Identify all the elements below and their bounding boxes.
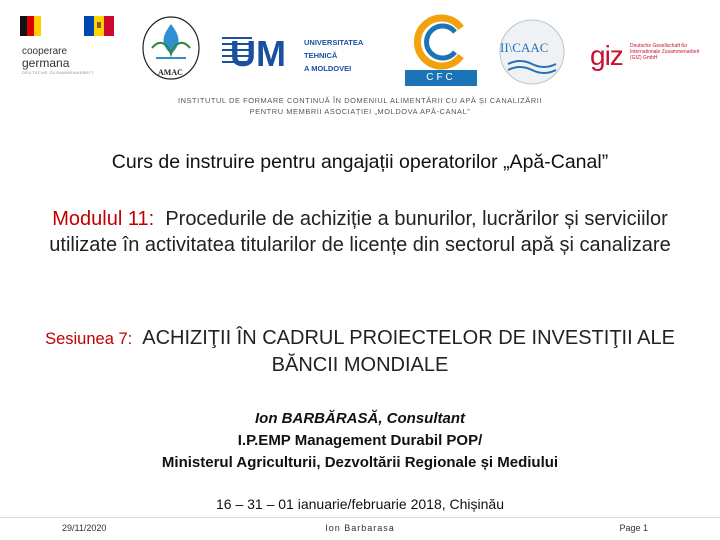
session-label: Sesiunea 7: (45, 330, 133, 348)
utm-line2: A MOLDOVEI (304, 64, 352, 73)
session-block (40, 325, 680, 378)
germana-text: germana (22, 56, 70, 70)
cfc-logo (405, 14, 477, 88)
flags-icon (14, 14, 124, 40)
footer-author: Ion Barbarasa (325, 523, 395, 533)
dates-location: 16 – 31 – 01 ianuarie/februarie 2018, Chișinău (216, 496, 504, 512)
footer-page-number: Page 1 (619, 523, 648, 533)
footer-divider (0, 517, 720, 518)
cooperare-germana-logo (14, 14, 124, 76)
institute-line2: PENTRU MEMBRII ASOCIAȚIEI „MOLDOVA APĂ-CANAL” (249, 107, 471, 116)
author-ministry: Ministerul Agriculturii, Dezvoltării Regionale și Mediului (161, 454, 559, 471)
session-title: ACHIZIŢII ÎN CADRUL PROIECTELOR DE INVESTIŢII ALE BĂNCII MONDIALE (142, 327, 675, 376)
author-block (0, 408, 720, 474)
module-block (22, 206, 698, 258)
author-org: I.P.EMP Management Durabil POP/ (237, 432, 483, 449)
institute-header (0, 95, 720, 117)
amac-logo (140, 14, 202, 80)
amac-text: AMAC (158, 68, 183, 77)
institute-line1: INSTITUTUL DE FORMARE CONTINUĂ ÎN DOMENIUL ALIMENTĂRII CU APĂ ȘI CANALIZĂRII (177, 96, 543, 105)
module-title: Procedurile de achiziție a bunurilor, lucrărilor și serviciilor utilizate în activitatea titularilor de licențe din sectorul apă și canalizare (49, 208, 671, 256)
cfc-text: CFC (405, 70, 477, 86)
author-name: Ion BARBĂRASĂ, Consultant (255, 410, 465, 427)
giz-subtext: Deutsche Gesellschaft für Internationale Zusammenarbeit (GIZ) GmbH (630, 43, 700, 61)
utm-emblem-icon (222, 30, 302, 74)
giz-text: giz (590, 40, 623, 71)
course-title: Curs de instruire pentru angajații operatorilor „Apă-Canal” (111, 151, 609, 173)
footer-date: 29/11/2020 (62, 523, 107, 533)
caac-logo (494, 18, 570, 86)
cooperare-text: cooperare (22, 46, 68, 57)
zusammenarbeit-text: DEUTSCHE ZUSAMMENARBEIT (22, 70, 94, 75)
utm-logo (222, 30, 397, 74)
caac-text: II\CAAC (500, 40, 549, 55)
utm-text (304, 36, 397, 75)
module-label: Modulul 11: (52, 208, 155, 230)
logo-bar (0, 0, 720, 92)
svg-text:UM: UM (230, 33, 286, 74)
giz-logo (590, 42, 710, 76)
cfc-emblem-icon (405, 14, 477, 70)
utm-line1: UNIVERSITATEA TEHNICĂ (304, 38, 364, 60)
